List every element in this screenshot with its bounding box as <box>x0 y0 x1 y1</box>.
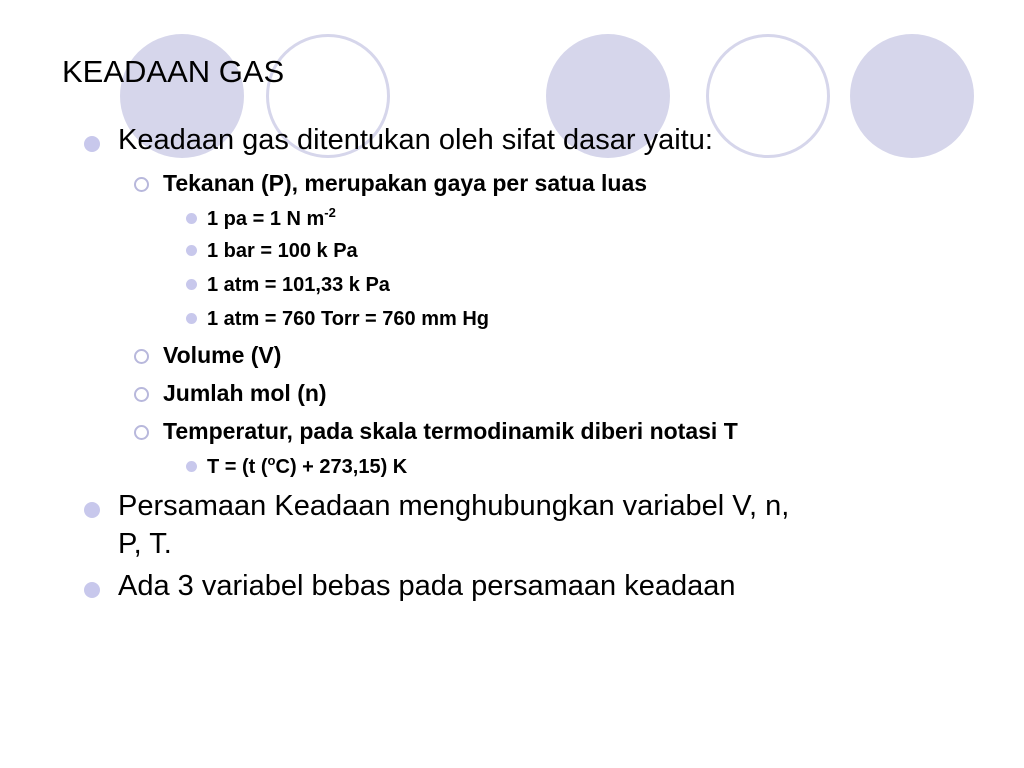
superscript: o <box>267 453 276 468</box>
bullet-icon <box>186 279 197 290</box>
bullet-icon <box>84 582 100 598</box>
bullet-text: 1 atm = 760 Torr = 760 mm Hg <box>207 308 489 330</box>
slide-title: KEADAAN GAS <box>62 54 285 89</box>
bullet-text-pre: T = (t ( <box>207 456 268 478</box>
bullet-icon <box>84 502 100 518</box>
bullet-icon <box>186 313 197 324</box>
decor-circle-5 <box>850 34 974 158</box>
decor-circle-4 <box>706 34 830 158</box>
bullet-text: Jumlah mol (n) <box>163 380 327 406</box>
superscript: -2 <box>324 205 336 220</box>
hollow-bullet-icon <box>134 349 149 364</box>
hollow-bullet-icon <box>134 387 149 402</box>
bullet-text <box>207 453 408 479</box>
bullet-text: P, T. <box>118 528 172 560</box>
bullet-icon <box>84 136 100 152</box>
bullet-text: Tekanan (P), merupakan gaya per satua luas <box>163 170 648 196</box>
bullet-text: Volume (V) <box>163 342 282 368</box>
bullet-text-main: 1 pa = 1 N m <box>207 208 325 230</box>
bullet-icon <box>186 461 197 472</box>
bullet-icon <box>186 213 197 224</box>
bullet-text: Ada 3 variabel bebas pada persamaan keadaan <box>118 570 736 602</box>
bullet-icon <box>186 245 197 256</box>
bullet-text: 1 atm = 101,33 k Pa <box>207 274 390 296</box>
bullet-text: Persamaan Keadaan menghubungkan variabel V, n, <box>118 490 790 522</box>
bullet-text <box>207 205 336 231</box>
bullet-text-post: C) + 273,15) K <box>275 456 408 478</box>
bullet-text: Keadaan gas ditentukan oleh sifat dasar yaitu: <box>118 124 713 156</box>
bullet-text: 1 bar = 100 k Pa <box>207 240 358 262</box>
hollow-bullet-icon <box>134 177 149 192</box>
hollow-bullet-icon <box>134 425 149 440</box>
bullet-text: Temperatur, pada skala termodinamik diberi notasi T <box>163 418 738 444</box>
